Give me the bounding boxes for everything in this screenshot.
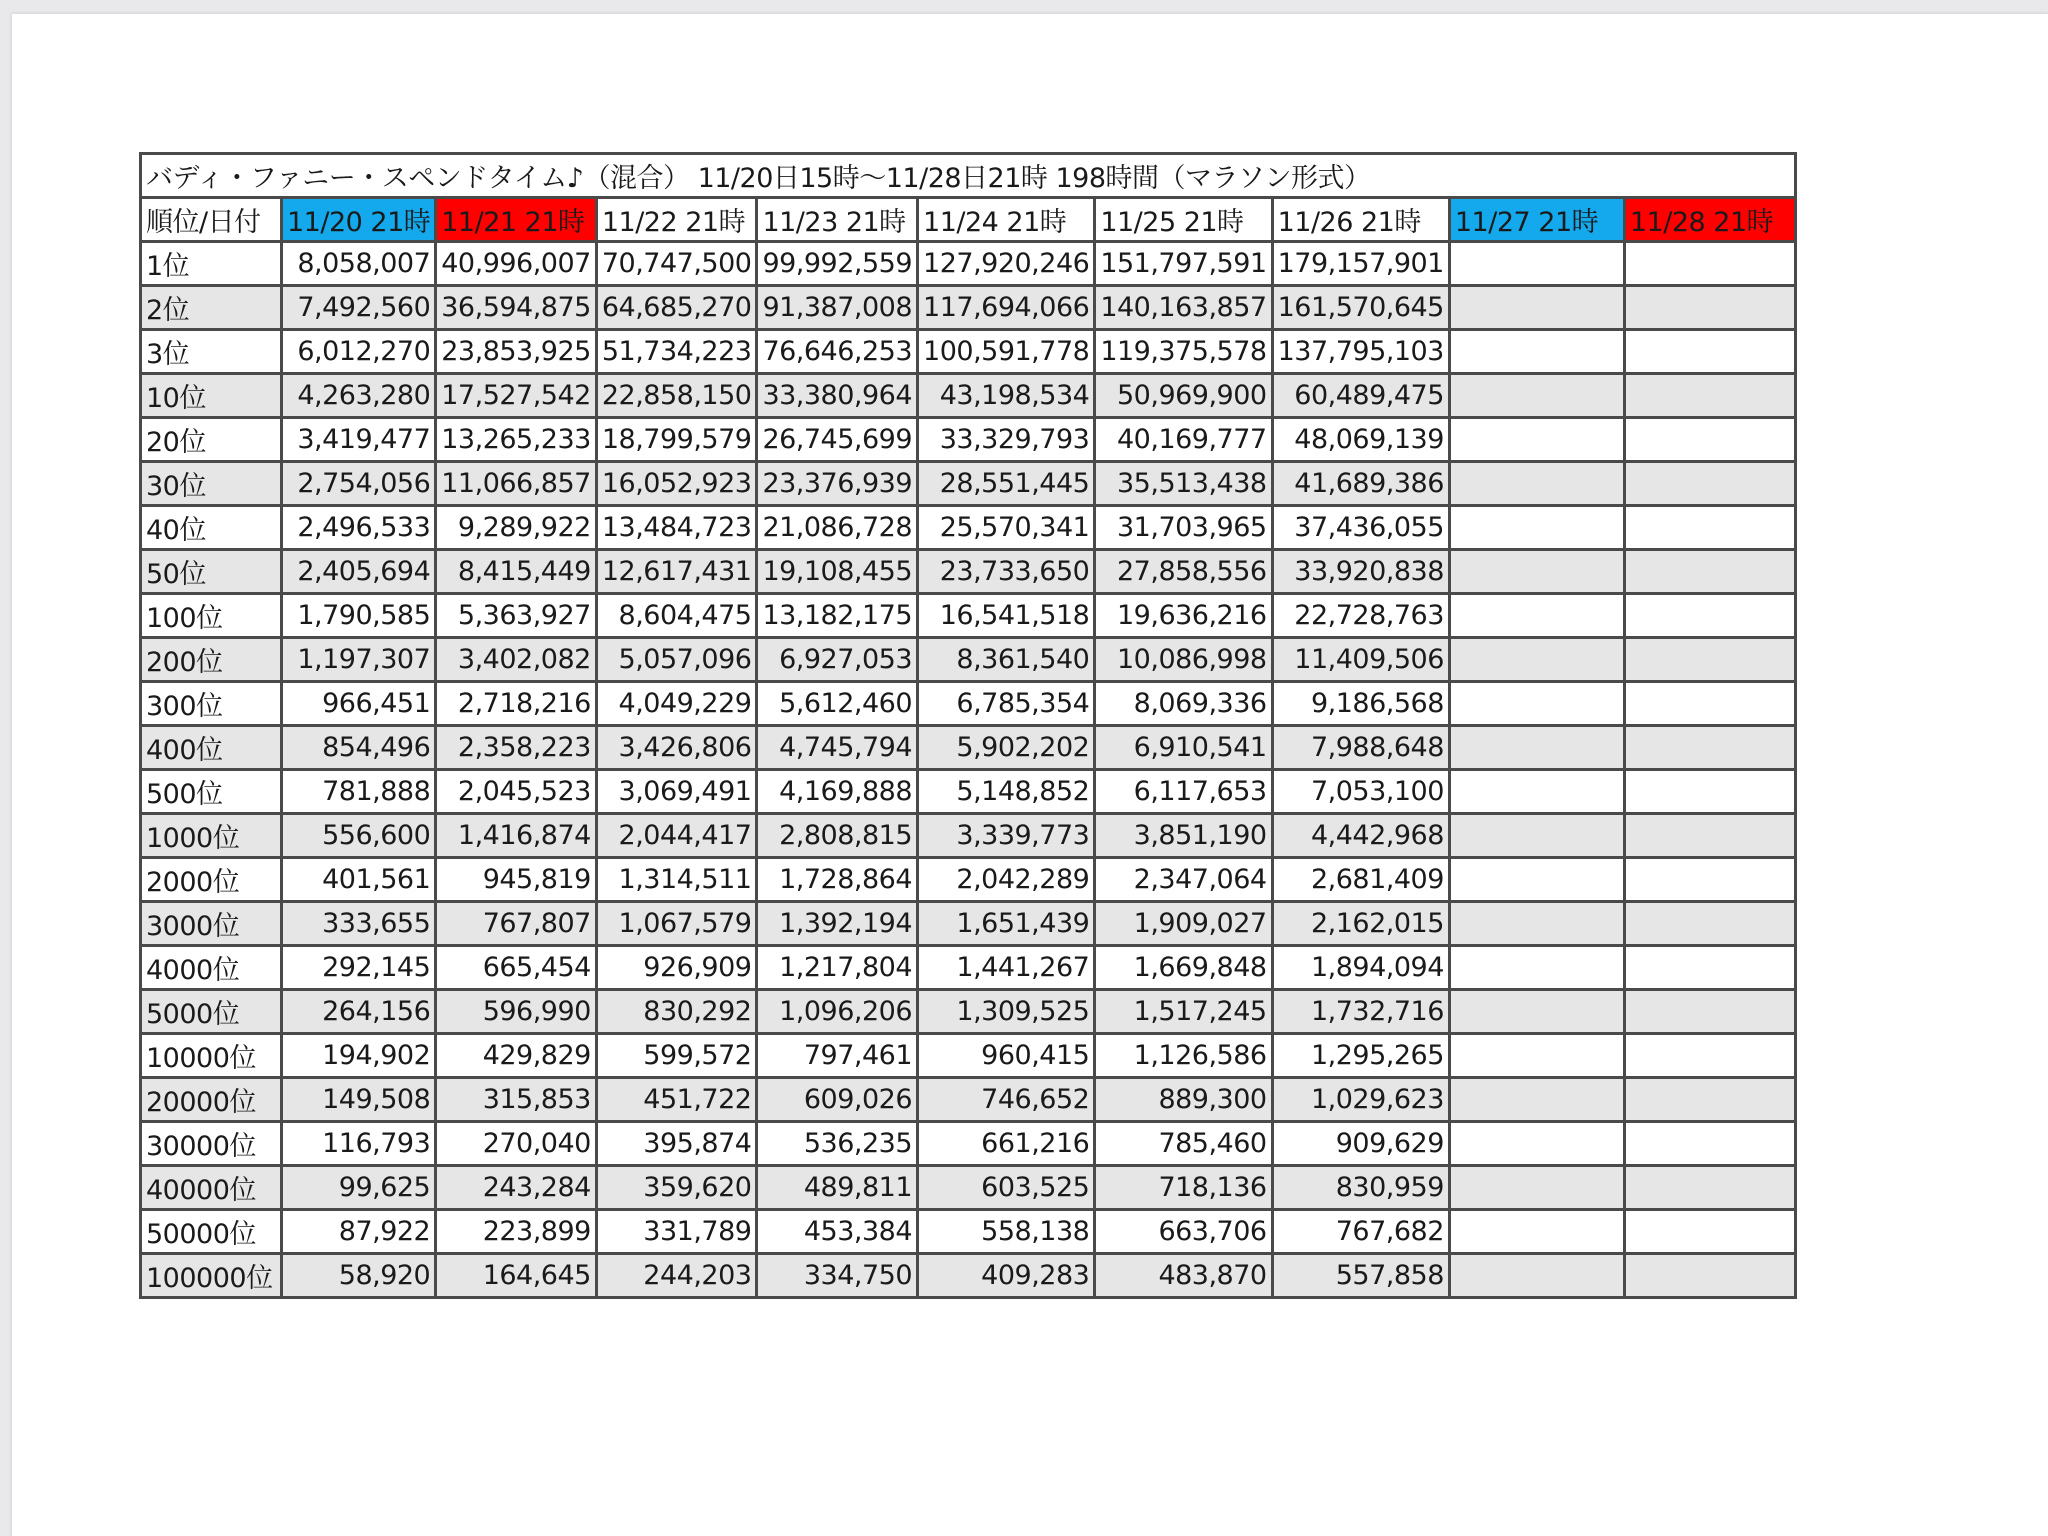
value-cell <box>1624 550 1795 594</box>
value-cell <box>1449 638 1624 682</box>
rank-cell: 200位 <box>141 638 282 682</box>
value-cell: 8,361,540 <box>918 638 1095 682</box>
value-cell: 4,263,280 <box>282 374 436 418</box>
value-cell: 1,309,525 <box>918 990 1095 1034</box>
value-cell: 21,086,728 <box>757 506 918 550</box>
ranking-table <box>139 152 1797 1299</box>
value-cell <box>1449 726 1624 770</box>
value-cell: 16,541,518 <box>918 594 1095 638</box>
col-header-1122: 11/22 21時 <box>596 198 757 242</box>
value-cell: 599,572 <box>596 1034 757 1078</box>
value-cell <box>1449 242 1624 286</box>
value-cell: 194,902 <box>282 1034 436 1078</box>
value-cell <box>1449 682 1624 726</box>
table-row <box>141 726 1796 770</box>
rank-cell: 100000位 <box>141 1254 282 1298</box>
value-cell: 3,069,491 <box>596 770 757 814</box>
value-cell: 31,703,965 <box>1095 506 1272 550</box>
value-cell: 26,745,699 <box>757 418 918 462</box>
value-cell: 966,451 <box>282 682 436 726</box>
value-cell: 334,750 <box>757 1254 918 1298</box>
value-cell: 1,728,864 <box>757 858 918 902</box>
table-row <box>141 1078 1796 1122</box>
value-cell: 8,604,475 <box>596 594 757 638</box>
value-cell: 8,415,449 <box>436 550 597 594</box>
value-cell <box>1624 814 1795 858</box>
value-cell <box>1624 242 1795 286</box>
table-row <box>141 1166 1796 1210</box>
value-cell: 767,807 <box>436 902 597 946</box>
value-cell: 40,996,007 <box>436 242 597 286</box>
rank-cell: 100位 <box>141 594 282 638</box>
value-cell: 3,851,190 <box>1095 814 1272 858</box>
header-row <box>141 198 1796 242</box>
value-cell: 333,655 <box>282 902 436 946</box>
rank-cell: 2位 <box>141 286 282 330</box>
value-cell <box>1624 506 1795 550</box>
value-cell: 2,754,056 <box>282 462 436 506</box>
value-cell: 1,314,511 <box>596 858 757 902</box>
value-cell: 315,853 <box>436 1078 597 1122</box>
value-cell: 557,858 <box>1272 1254 1449 1298</box>
value-cell: 33,329,793 <box>918 418 1095 462</box>
table-row <box>141 374 1796 418</box>
value-cell: 37,436,055 <box>1272 506 1449 550</box>
value-cell: 23,376,939 <box>757 462 918 506</box>
value-cell <box>1624 1210 1795 1254</box>
value-cell: 6,785,354 <box>918 682 1095 726</box>
value-cell: 27,858,556 <box>1095 550 1272 594</box>
value-cell: 223,899 <box>436 1210 597 1254</box>
value-cell: 603,525 <box>918 1166 1095 1210</box>
value-cell: 100,591,778 <box>918 330 1095 374</box>
col-header-1120: 11/20 21時 <box>282 198 436 242</box>
table-row <box>141 638 1796 682</box>
value-cell: 1,096,206 <box>757 990 918 1034</box>
value-cell: 76,646,253 <box>757 330 918 374</box>
value-cell <box>1449 814 1624 858</box>
table-row <box>141 814 1796 858</box>
table-row <box>141 682 1796 726</box>
value-cell <box>1624 946 1795 990</box>
value-cell <box>1449 858 1624 902</box>
value-cell: 909,629 <box>1272 1122 1449 1166</box>
value-cell: 140,163,857 <box>1095 286 1272 330</box>
value-cell: 50,969,900 <box>1095 374 1272 418</box>
value-cell: 7,988,648 <box>1272 726 1449 770</box>
value-cell: 19,636,216 <box>1095 594 1272 638</box>
value-cell: 164,645 <box>436 1254 597 1298</box>
value-cell: 3,426,806 <box>596 726 757 770</box>
value-cell <box>1449 506 1624 550</box>
value-cell <box>1449 462 1624 506</box>
value-cell: 36,594,875 <box>436 286 597 330</box>
value-cell: 25,570,341 <box>918 506 1095 550</box>
value-cell: 2,718,216 <box>436 682 597 726</box>
value-cell: 451,722 <box>596 1078 757 1122</box>
value-cell <box>1624 726 1795 770</box>
value-cell: 830,959 <box>1272 1166 1449 1210</box>
value-cell: 6,012,270 <box>282 330 436 374</box>
table-row <box>141 418 1796 462</box>
value-cell: 3,402,082 <box>436 638 597 682</box>
value-cell <box>1449 1034 1624 1078</box>
value-cell: 70,747,500 <box>596 242 757 286</box>
value-cell: 7,492,560 <box>282 286 436 330</box>
value-cell <box>1449 550 1624 594</box>
value-cell <box>1624 638 1795 682</box>
rank-cell: 50000位 <box>141 1210 282 1254</box>
value-cell: 1,790,585 <box>282 594 436 638</box>
value-cell: 41,689,386 <box>1272 462 1449 506</box>
value-cell: 33,380,964 <box>757 374 918 418</box>
value-cell <box>1624 330 1795 374</box>
value-cell: 137,795,103 <box>1272 330 1449 374</box>
value-cell: 663,706 <box>1095 1210 1272 1254</box>
table-row <box>141 1122 1796 1166</box>
value-cell: 48,069,139 <box>1272 418 1449 462</box>
value-cell: 60,489,475 <box>1272 374 1449 418</box>
table-row <box>141 506 1796 550</box>
value-cell: 13,265,233 <box>436 418 597 462</box>
value-cell: 5,363,927 <box>436 594 597 638</box>
rank-cell: 1000位 <box>141 814 282 858</box>
value-cell: 51,734,223 <box>596 330 757 374</box>
value-cell: 161,570,645 <box>1272 286 1449 330</box>
value-cell: 116,793 <box>282 1122 436 1166</box>
value-cell: 483,870 <box>1095 1254 1272 1298</box>
title-row <box>141 154 1796 198</box>
value-cell: 2,808,815 <box>757 814 918 858</box>
value-cell <box>1449 1122 1624 1166</box>
value-cell <box>1624 286 1795 330</box>
value-cell: 179,157,901 <box>1272 242 1449 286</box>
value-cell: 264,156 <box>282 990 436 1034</box>
value-cell: 5,612,460 <box>757 682 918 726</box>
value-cell <box>1624 462 1795 506</box>
value-cell: 19,108,455 <box>757 550 918 594</box>
value-cell <box>1449 1210 1624 1254</box>
value-cell: 359,620 <box>596 1166 757 1210</box>
col-header-1121: 11/21 21時 <box>436 198 597 242</box>
value-cell: 16,052,923 <box>596 462 757 506</box>
rank-cell: 2000位 <box>141 858 282 902</box>
value-cell: 8,058,007 <box>282 242 436 286</box>
value-cell: 536,235 <box>757 1122 918 1166</box>
value-cell <box>1624 902 1795 946</box>
value-cell: 718,136 <box>1095 1166 1272 1210</box>
table-title: バディ・ファニー・スペンドタイム♪（混合） 11/20日15時～11/28日21時 198時間（マラソン形式） <box>141 154 1796 198</box>
value-cell: 64,685,270 <box>596 286 757 330</box>
col-header-1123: 11/23 21時 <box>757 198 918 242</box>
value-cell: 781,888 <box>282 770 436 814</box>
value-cell: 1,517,245 <box>1095 990 1272 1034</box>
value-cell <box>1624 418 1795 462</box>
value-cell: 2,358,223 <box>436 726 597 770</box>
value-cell: 1,416,874 <box>436 814 597 858</box>
value-cell <box>1624 594 1795 638</box>
value-cell: 395,874 <box>596 1122 757 1166</box>
value-cell <box>1624 1078 1795 1122</box>
value-cell: 2,042,289 <box>918 858 1095 902</box>
value-cell: 1,392,194 <box>757 902 918 946</box>
value-cell: 2,045,523 <box>436 770 597 814</box>
value-cell: 18,799,579 <box>596 418 757 462</box>
col-header-1128: 11/28 21時 <box>1624 198 1795 242</box>
value-cell <box>1449 1078 1624 1122</box>
value-cell <box>1449 286 1624 330</box>
value-cell: 1,894,094 <box>1272 946 1449 990</box>
value-cell: 945,819 <box>436 858 597 902</box>
rank-cell: 40000位 <box>141 1166 282 1210</box>
rank-cell: 5000位 <box>141 990 282 1034</box>
value-cell <box>1449 770 1624 814</box>
value-cell: 453,384 <box>757 1210 918 1254</box>
value-cell: 11,066,857 <box>436 462 597 506</box>
value-cell <box>1624 1034 1795 1078</box>
value-cell: 10,086,998 <box>1095 638 1272 682</box>
value-cell: 23,733,650 <box>918 550 1095 594</box>
value-cell: 1,651,439 <box>918 902 1095 946</box>
value-cell: 489,811 <box>757 1166 918 1210</box>
table-row <box>141 858 1796 902</box>
table-row <box>141 946 1796 990</box>
table-row <box>141 990 1796 1034</box>
value-cell: 2,347,064 <box>1095 858 1272 902</box>
value-cell: 13,484,723 <box>596 506 757 550</box>
value-cell: 429,829 <box>436 1034 597 1078</box>
value-cell: 9,186,568 <box>1272 682 1449 726</box>
value-cell: 596,990 <box>436 990 597 1034</box>
value-cell: 854,496 <box>282 726 436 770</box>
value-cell <box>1449 946 1624 990</box>
value-cell: 3,339,773 <box>918 814 1095 858</box>
value-cell <box>1624 682 1795 726</box>
table-row <box>141 902 1796 946</box>
rank-cell: 400位 <box>141 726 282 770</box>
table-row <box>141 1254 1796 1298</box>
value-cell: 2,405,694 <box>282 550 436 594</box>
value-cell: 127,920,246 <box>918 242 1095 286</box>
value-cell <box>1624 374 1795 418</box>
rank-cell: 3位 <box>141 330 282 374</box>
value-cell: 889,300 <box>1095 1078 1272 1122</box>
value-cell: 4,169,888 <box>757 770 918 814</box>
value-cell: 270,040 <box>436 1122 597 1166</box>
value-cell <box>1449 330 1624 374</box>
value-cell: 5,148,852 <box>918 770 1095 814</box>
value-cell: 785,460 <box>1095 1122 1272 1166</box>
value-cell: 43,198,534 <box>918 374 1095 418</box>
table-row <box>141 242 1796 286</box>
value-cell: 4,745,794 <box>757 726 918 770</box>
value-cell: 830,292 <box>596 990 757 1034</box>
rank-cell: 500位 <box>141 770 282 814</box>
value-cell: 151,797,591 <box>1095 242 1272 286</box>
value-cell <box>1624 1122 1795 1166</box>
value-cell: 797,461 <box>757 1034 918 1078</box>
rank-cell: 30位 <box>141 462 282 506</box>
value-cell: 17,527,542 <box>436 374 597 418</box>
col-header-1127: 11/27 21時 <box>1449 198 1624 242</box>
value-cell: 5,902,202 <box>918 726 1095 770</box>
value-cell: 149,508 <box>282 1078 436 1122</box>
rank-cell: 3000位 <box>141 902 282 946</box>
document-page <box>12 14 2048 1536</box>
col-header-1126: 11/26 21時 <box>1272 198 1449 242</box>
value-cell: 12,617,431 <box>596 550 757 594</box>
value-cell: 331,789 <box>596 1210 757 1254</box>
value-cell: 3,419,477 <box>282 418 436 462</box>
value-cell: 661,216 <box>918 1122 1095 1166</box>
table-row <box>141 1034 1796 1078</box>
value-cell: 2,044,417 <box>596 814 757 858</box>
value-cell: 87,922 <box>282 1210 436 1254</box>
value-cell <box>1449 418 1624 462</box>
rank-cell: 4000位 <box>141 946 282 990</box>
value-cell: 35,513,438 <box>1095 462 1272 506</box>
value-cell: 926,909 <box>596 946 757 990</box>
value-cell: 7,053,100 <box>1272 770 1449 814</box>
value-cell: 1,441,267 <box>918 946 1095 990</box>
value-cell: 243,284 <box>436 1166 597 1210</box>
table-row <box>141 550 1796 594</box>
value-cell: 558,138 <box>918 1210 1095 1254</box>
value-cell: 6,927,053 <box>757 638 918 682</box>
rank-cell: 50位 <box>141 550 282 594</box>
value-cell: 2,681,409 <box>1272 858 1449 902</box>
col-header-rank-date: 順位/日付 <box>141 198 282 242</box>
value-cell: 13,182,175 <box>757 594 918 638</box>
value-cell: 292,145 <box>282 946 436 990</box>
table-row <box>141 462 1796 506</box>
value-cell: 2,496,533 <box>282 506 436 550</box>
value-cell: 99,625 <box>282 1166 436 1210</box>
value-cell <box>1624 1254 1795 1298</box>
rank-cell: 40位 <box>141 506 282 550</box>
rank-cell: 1位 <box>141 242 282 286</box>
value-cell <box>1449 902 1624 946</box>
value-cell: 4,442,968 <box>1272 814 1449 858</box>
rank-cell: 30000位 <box>141 1122 282 1166</box>
value-cell <box>1624 770 1795 814</box>
value-cell: 6,117,653 <box>1095 770 1272 814</box>
value-cell: 28,551,445 <box>918 462 1095 506</box>
value-cell: 22,858,150 <box>596 374 757 418</box>
value-cell <box>1624 990 1795 1034</box>
value-cell: 401,561 <box>282 858 436 902</box>
value-cell: 1,909,027 <box>1095 902 1272 946</box>
rank-cell: 10位 <box>141 374 282 418</box>
value-cell: 9,289,922 <box>436 506 597 550</box>
value-cell: 1,669,848 <box>1095 946 1272 990</box>
rank-cell: 20位 <box>141 418 282 462</box>
table-body <box>141 242 1796 1298</box>
value-cell: 960,415 <box>918 1034 1095 1078</box>
value-cell <box>1449 990 1624 1034</box>
value-cell <box>1624 1166 1795 1210</box>
value-cell: 91,387,008 <box>757 286 918 330</box>
value-cell: 11,409,506 <box>1272 638 1449 682</box>
value-cell: 1,295,265 <box>1272 1034 1449 1078</box>
value-cell: 556,600 <box>282 814 436 858</box>
table-row <box>141 770 1796 814</box>
rank-cell: 20000位 <box>141 1078 282 1122</box>
value-cell <box>1449 1166 1624 1210</box>
value-cell: 1,217,804 <box>757 946 918 990</box>
value-cell: 244,203 <box>596 1254 757 1298</box>
value-cell: 1,197,307 <box>282 638 436 682</box>
value-cell: 117,694,066 <box>918 286 1095 330</box>
value-cell: 6,910,541 <box>1095 726 1272 770</box>
table-row <box>141 1210 1796 1254</box>
value-cell <box>1624 858 1795 902</box>
table-row <box>141 594 1796 638</box>
col-header-1124: 11/24 21時 <box>918 198 1095 242</box>
value-cell: 8,069,336 <box>1095 682 1272 726</box>
value-cell: 665,454 <box>436 946 597 990</box>
value-cell: 40,169,777 <box>1095 418 1272 462</box>
value-cell: 5,057,096 <box>596 638 757 682</box>
value-cell: 99,992,559 <box>757 242 918 286</box>
value-cell: 1,029,623 <box>1272 1078 1449 1122</box>
rank-cell: 10000位 <box>141 1034 282 1078</box>
value-cell <box>1449 1254 1624 1298</box>
value-cell <box>1449 594 1624 638</box>
value-cell: 22,728,763 <box>1272 594 1449 638</box>
value-cell: 1,067,579 <box>596 902 757 946</box>
value-cell: 33,920,838 <box>1272 550 1449 594</box>
value-cell: 1,732,716 <box>1272 990 1449 1034</box>
value-cell: 1,126,586 <box>1095 1034 1272 1078</box>
value-cell: 119,375,578 <box>1095 330 1272 374</box>
rank-cell: 300位 <box>141 682 282 726</box>
value-cell: 746,652 <box>918 1078 1095 1122</box>
value-cell: 609,026 <box>757 1078 918 1122</box>
value-cell: 2,162,015 <box>1272 902 1449 946</box>
value-cell <box>1449 374 1624 418</box>
value-cell: 4,049,229 <box>596 682 757 726</box>
col-header-1125: 11/25 21時 <box>1095 198 1272 242</box>
value-cell: 23,853,925 <box>436 330 597 374</box>
value-cell: 767,682 <box>1272 1210 1449 1254</box>
value-cell: 409,283 <box>918 1254 1095 1298</box>
table-row <box>141 330 1796 374</box>
value-cell: 58,920 <box>282 1254 436 1298</box>
table-row <box>141 286 1796 330</box>
